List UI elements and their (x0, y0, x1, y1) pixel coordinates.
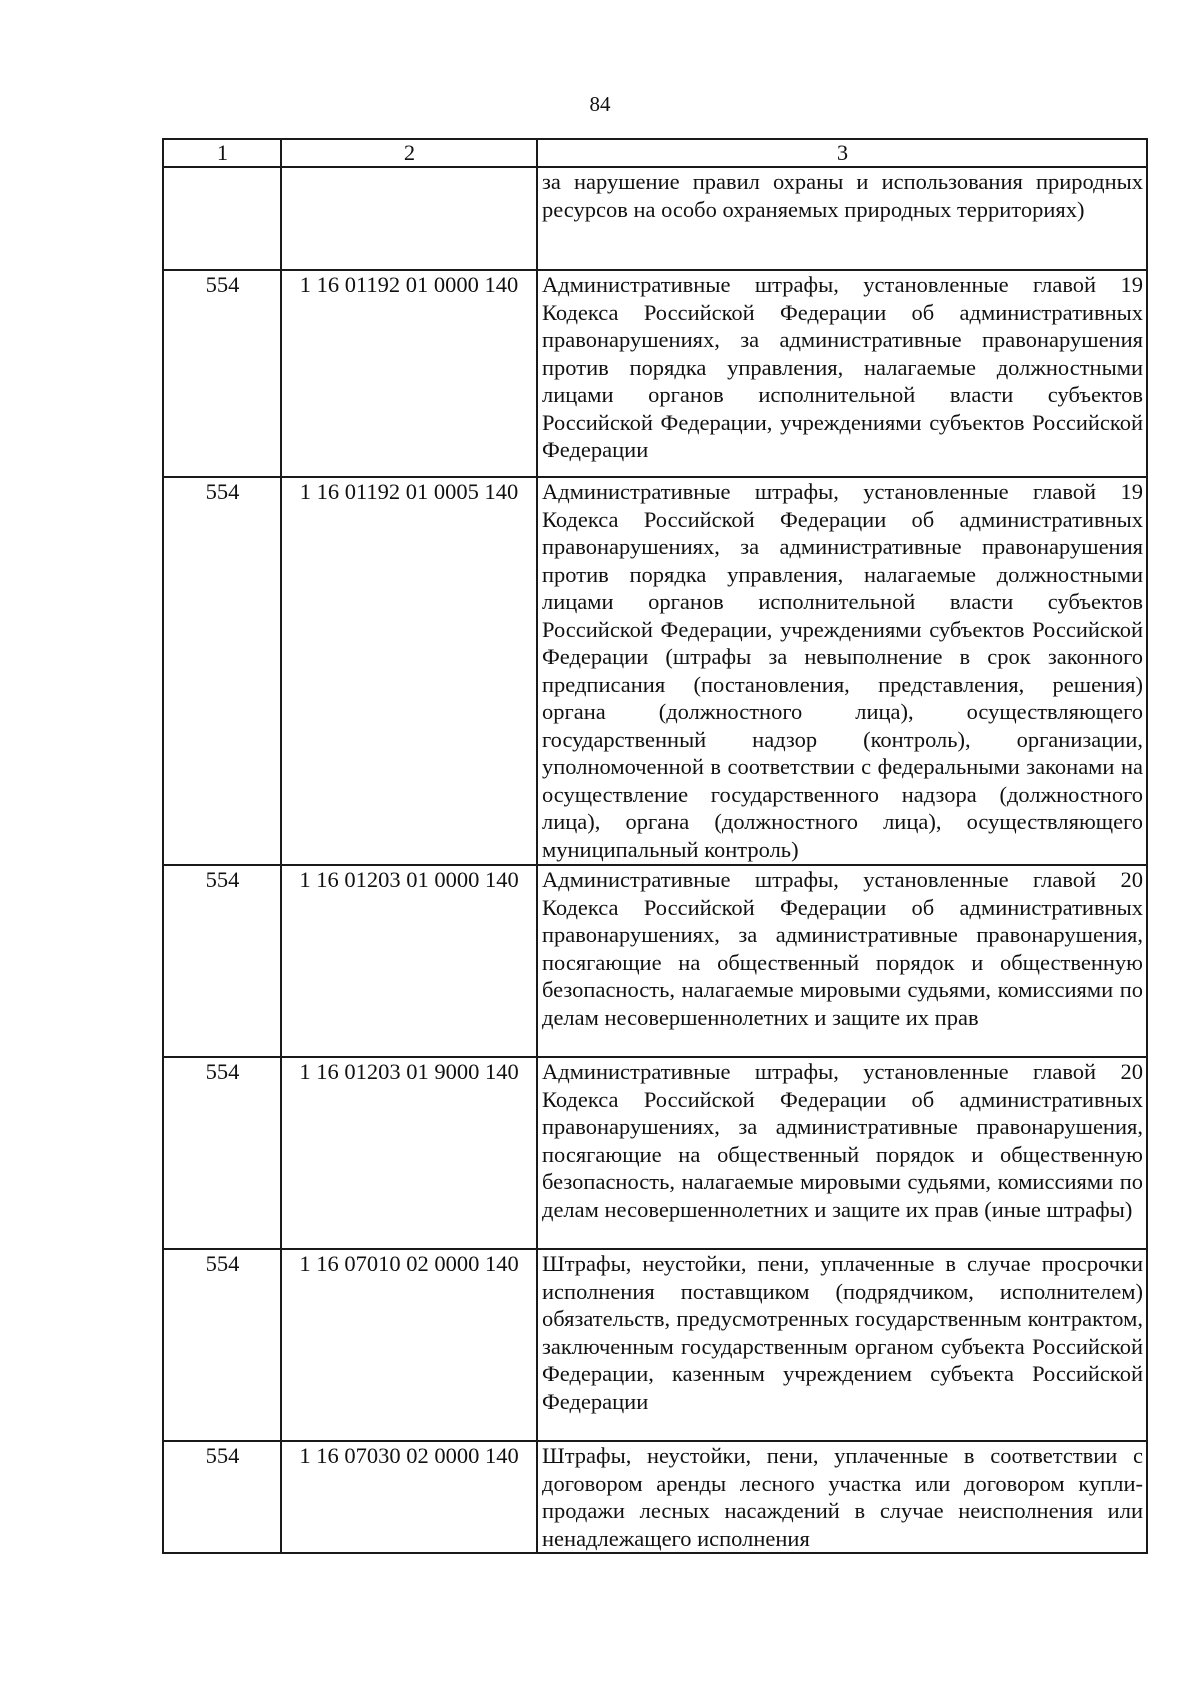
column-header-3: 3 (537, 139, 1147, 167)
admin-code-cell: 554 (163, 270, 281, 477)
budget-code-cell: 1 16 07010 02 0000 140 (281, 1249, 537, 1441)
budget-code-cell: 1 16 07030 02 0000 140 (281, 1441, 537, 1553)
table-row (163, 1249, 1147, 1441)
table-row (163, 1057, 1147, 1249)
budget-code-cell: 1 16 01203 01 0000 140 (281, 865, 537, 1057)
description-cell: Штрафы, неустойки, пени, уплаченные в случае просрочки исполнения поставщиком (подрядчиком, исполнителем) обязательств, предусмотренных государственным контрактом, заключенным государственным органом субъекта Российской Федерации, казенным учреждением субъекта Российской Федерации (537, 1249, 1147, 1441)
admin-code-cell: 554 (163, 1249, 281, 1441)
admin-code-cell (163, 167, 281, 270)
description-cell: Штрафы, неустойки, пени, уплаченные в соответствии с договором аренды лесного участка или договором купли-продажи лесных насаждений в случае неисполнения или ненадлежащего исполнения (537, 1441, 1147, 1553)
description-cell: Административные штрафы, установленные главой 19 Кодекса Российской Федерации об административных правонарушениях, за административные правонарушения против порядка управления, налагаемые должностными лицами органов исполнительной власти субъектов Российской Федерации, учреждениями субъектов Российской Федерации (537, 270, 1147, 477)
column-header-2: 2 (281, 139, 537, 167)
table-header-row (163, 139, 1147, 167)
budget-code-cell: 1 16 01203 01 9000 140 (281, 1057, 537, 1249)
description-cell: Административные штрафы, установленные главой 19 Кодекса Российской Федерации об административных правонарушениях, за административные правонарушения против порядка управления, налагаемые должностными лицами органов исполнительной власти субъектов Российской Федерации, учреждениями субъектов Российской Федерации (штрафы за невыполнение в срок законного предписания (постановления, представления, решения) органа (должностного лица), осуществляющего государственный надзор (контроль), организации, уполномоченной в соответствии с федеральными законами на осуществление государственного надзора (должностного лица), органа (должностного лица), осуществляющего муниципальный контроль) (537, 477, 1147, 865)
page-number: 84 (589, 92, 611, 116)
admin-code-cell: 554 (163, 1057, 281, 1249)
admin-code-cell: 554 (163, 477, 281, 865)
table-row (163, 270, 1147, 477)
table-row (163, 865, 1147, 1057)
table-row (163, 1441, 1147, 1553)
budget-code-cell: 1 16 01192 01 0000 140 (281, 270, 537, 477)
column-header-1: 1 (163, 139, 281, 167)
budget-code-cell (281, 167, 537, 270)
description-cell: Административные штрафы, установленные главой 20 Кодекса Российской Федерации об административных правонарушениях, за административные правонарушения, посягающие на общественный порядок и общественную безопасность, налагаемые мировыми судьями, комиссиями по делам несовершеннолетних и защите их прав (537, 865, 1147, 1057)
description-cell: за нарушение правил охраны и использования природных ресурсов на особо охраняемых природных территориях) (537, 167, 1147, 270)
budget-code-cell: 1 16 01192 01 0005 140 (281, 477, 537, 865)
admin-code-cell: 554 (163, 1441, 281, 1553)
admin-code-cell: 554 (163, 865, 281, 1057)
table-row (163, 477, 1147, 865)
description-cell: Административные штрафы, установленные главой 20 Кодекса Российской Федерации об административных правонарушениях, за административные правонарушения, посягающие на общественный порядок и общественную безопасность, налагаемые мировыми судьями, комиссиями по делам несовершеннолетних и защите их прав (иные штрафы) (537, 1057, 1147, 1249)
budget-codes-table (162, 138, 1148, 1554)
table-row (163, 167, 1147, 270)
